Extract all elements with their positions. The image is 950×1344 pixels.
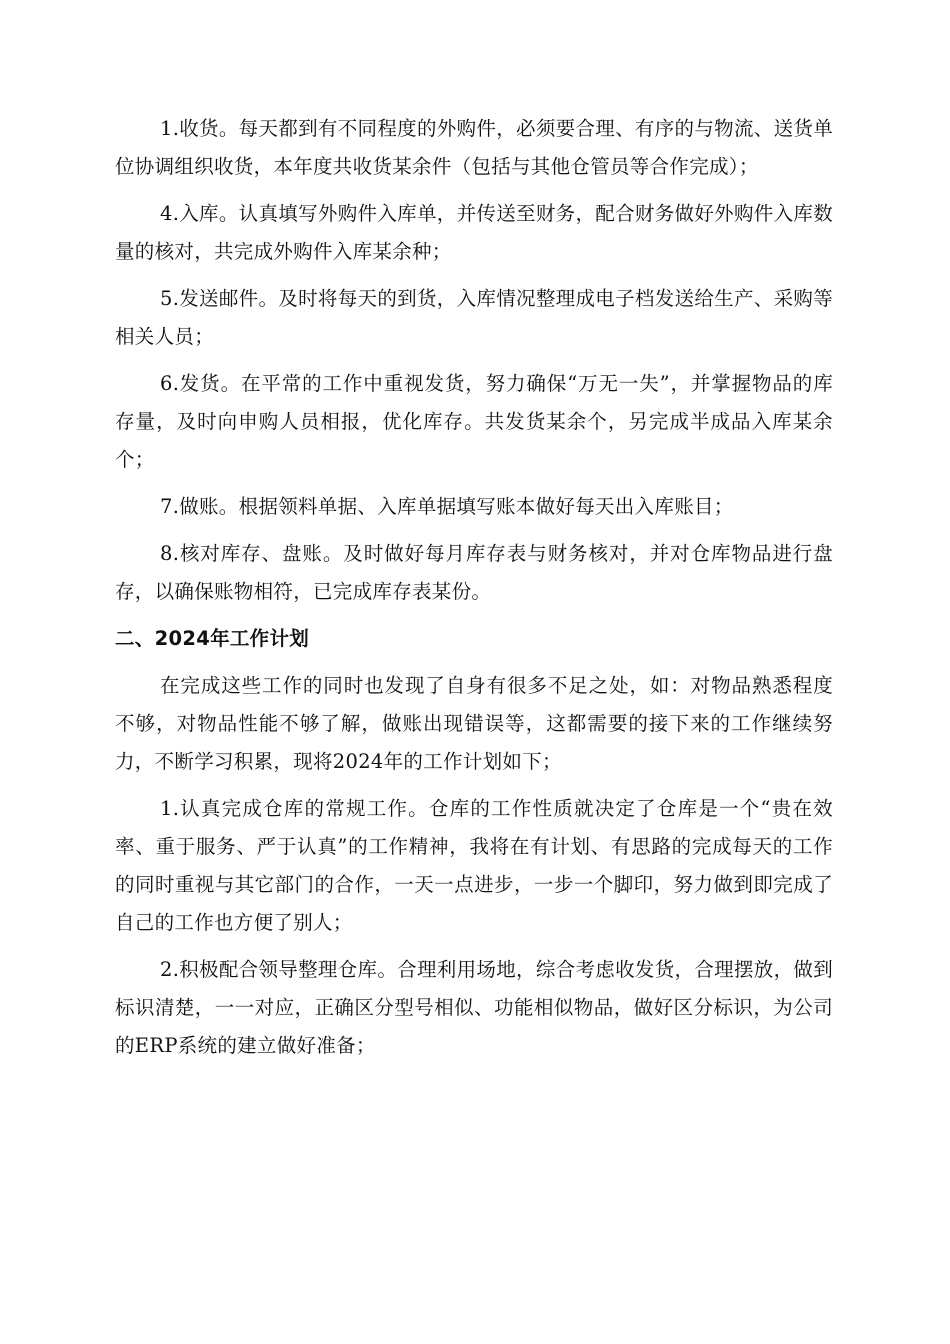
paragraph-plan-intro: 在完成这些工作的同时也发现了自身有很多不足之处，如：对物品熟悉程度不够，对物品性能不够了解，做账出现错误等，这都需要的接下来的工作继续努力，不断学习积累，现将2024年的工作计划如下； — [115, 674, 833, 773]
paragraph-warehousing: 4.入库。认真填写外购件入库单，并传送至财务，配合财务做好外购件入库数量的核对，共完成外购件入库某余种； — [115, 202, 833, 263]
paragraph-bookkeeping: 7.做账。根据领料单据、入库单据填写账本做好每天出入库账目； — [160, 495, 734, 518]
paragraph-plan-routine: 1.认真完成仓库的常规工作。仓库的工作性质就决定了仓库是一个“贵在效率、重于服务、严于认真”的工作精神，我将在有计划、有思路的完成每天的工作的同时重视与其它部门的合作，一天一点进步，一步一个脚印，努力做到即完成了自己的工作也方便了别人； — [115, 797, 833, 934]
section-heading: 二、2024年工作计划 — [115, 627, 310, 650]
paragraph-receiving: 1.收货。每天都到有不同程度的外购件，必须要合理、有序的与物流、送货单位协调组织收货，本年度共收货某余件（包括与其他仓管员等合作完成）； — [115, 117, 833, 178]
paragraph-inventory-check: 8.核对库存、盘账。及时做好每月库存表与财务核对，并对仓库物品进行盘存，以确保账物相符，已完成库存表某份。 — [115, 542, 833, 603]
paragraph-shipping: 6.发货。在平常的工作中重视发货，努力确保“万无一失”，并掌握物品的库存量，及时向申购人员相报，优化库存。共发货某余个，另完成半成品入库某余个； — [115, 372, 833, 471]
document-body — [115, 110, 833, 1074]
paragraph-email: 5.发送邮件。及时将每天的到货，入库情况整理成电子档发送给生产、采购等相关人员； — [115, 287, 833, 348]
paragraph-plan-organize: 2.积极配合领导整理仓库。合理利用场地，综合考虑收发货，合理摆放，做到标识清楚，一一对应，正确区分型号相似、功能相似物品，做好区分标识，为公司的ERP系统的建立做好准备； — [115, 958, 833, 1057]
